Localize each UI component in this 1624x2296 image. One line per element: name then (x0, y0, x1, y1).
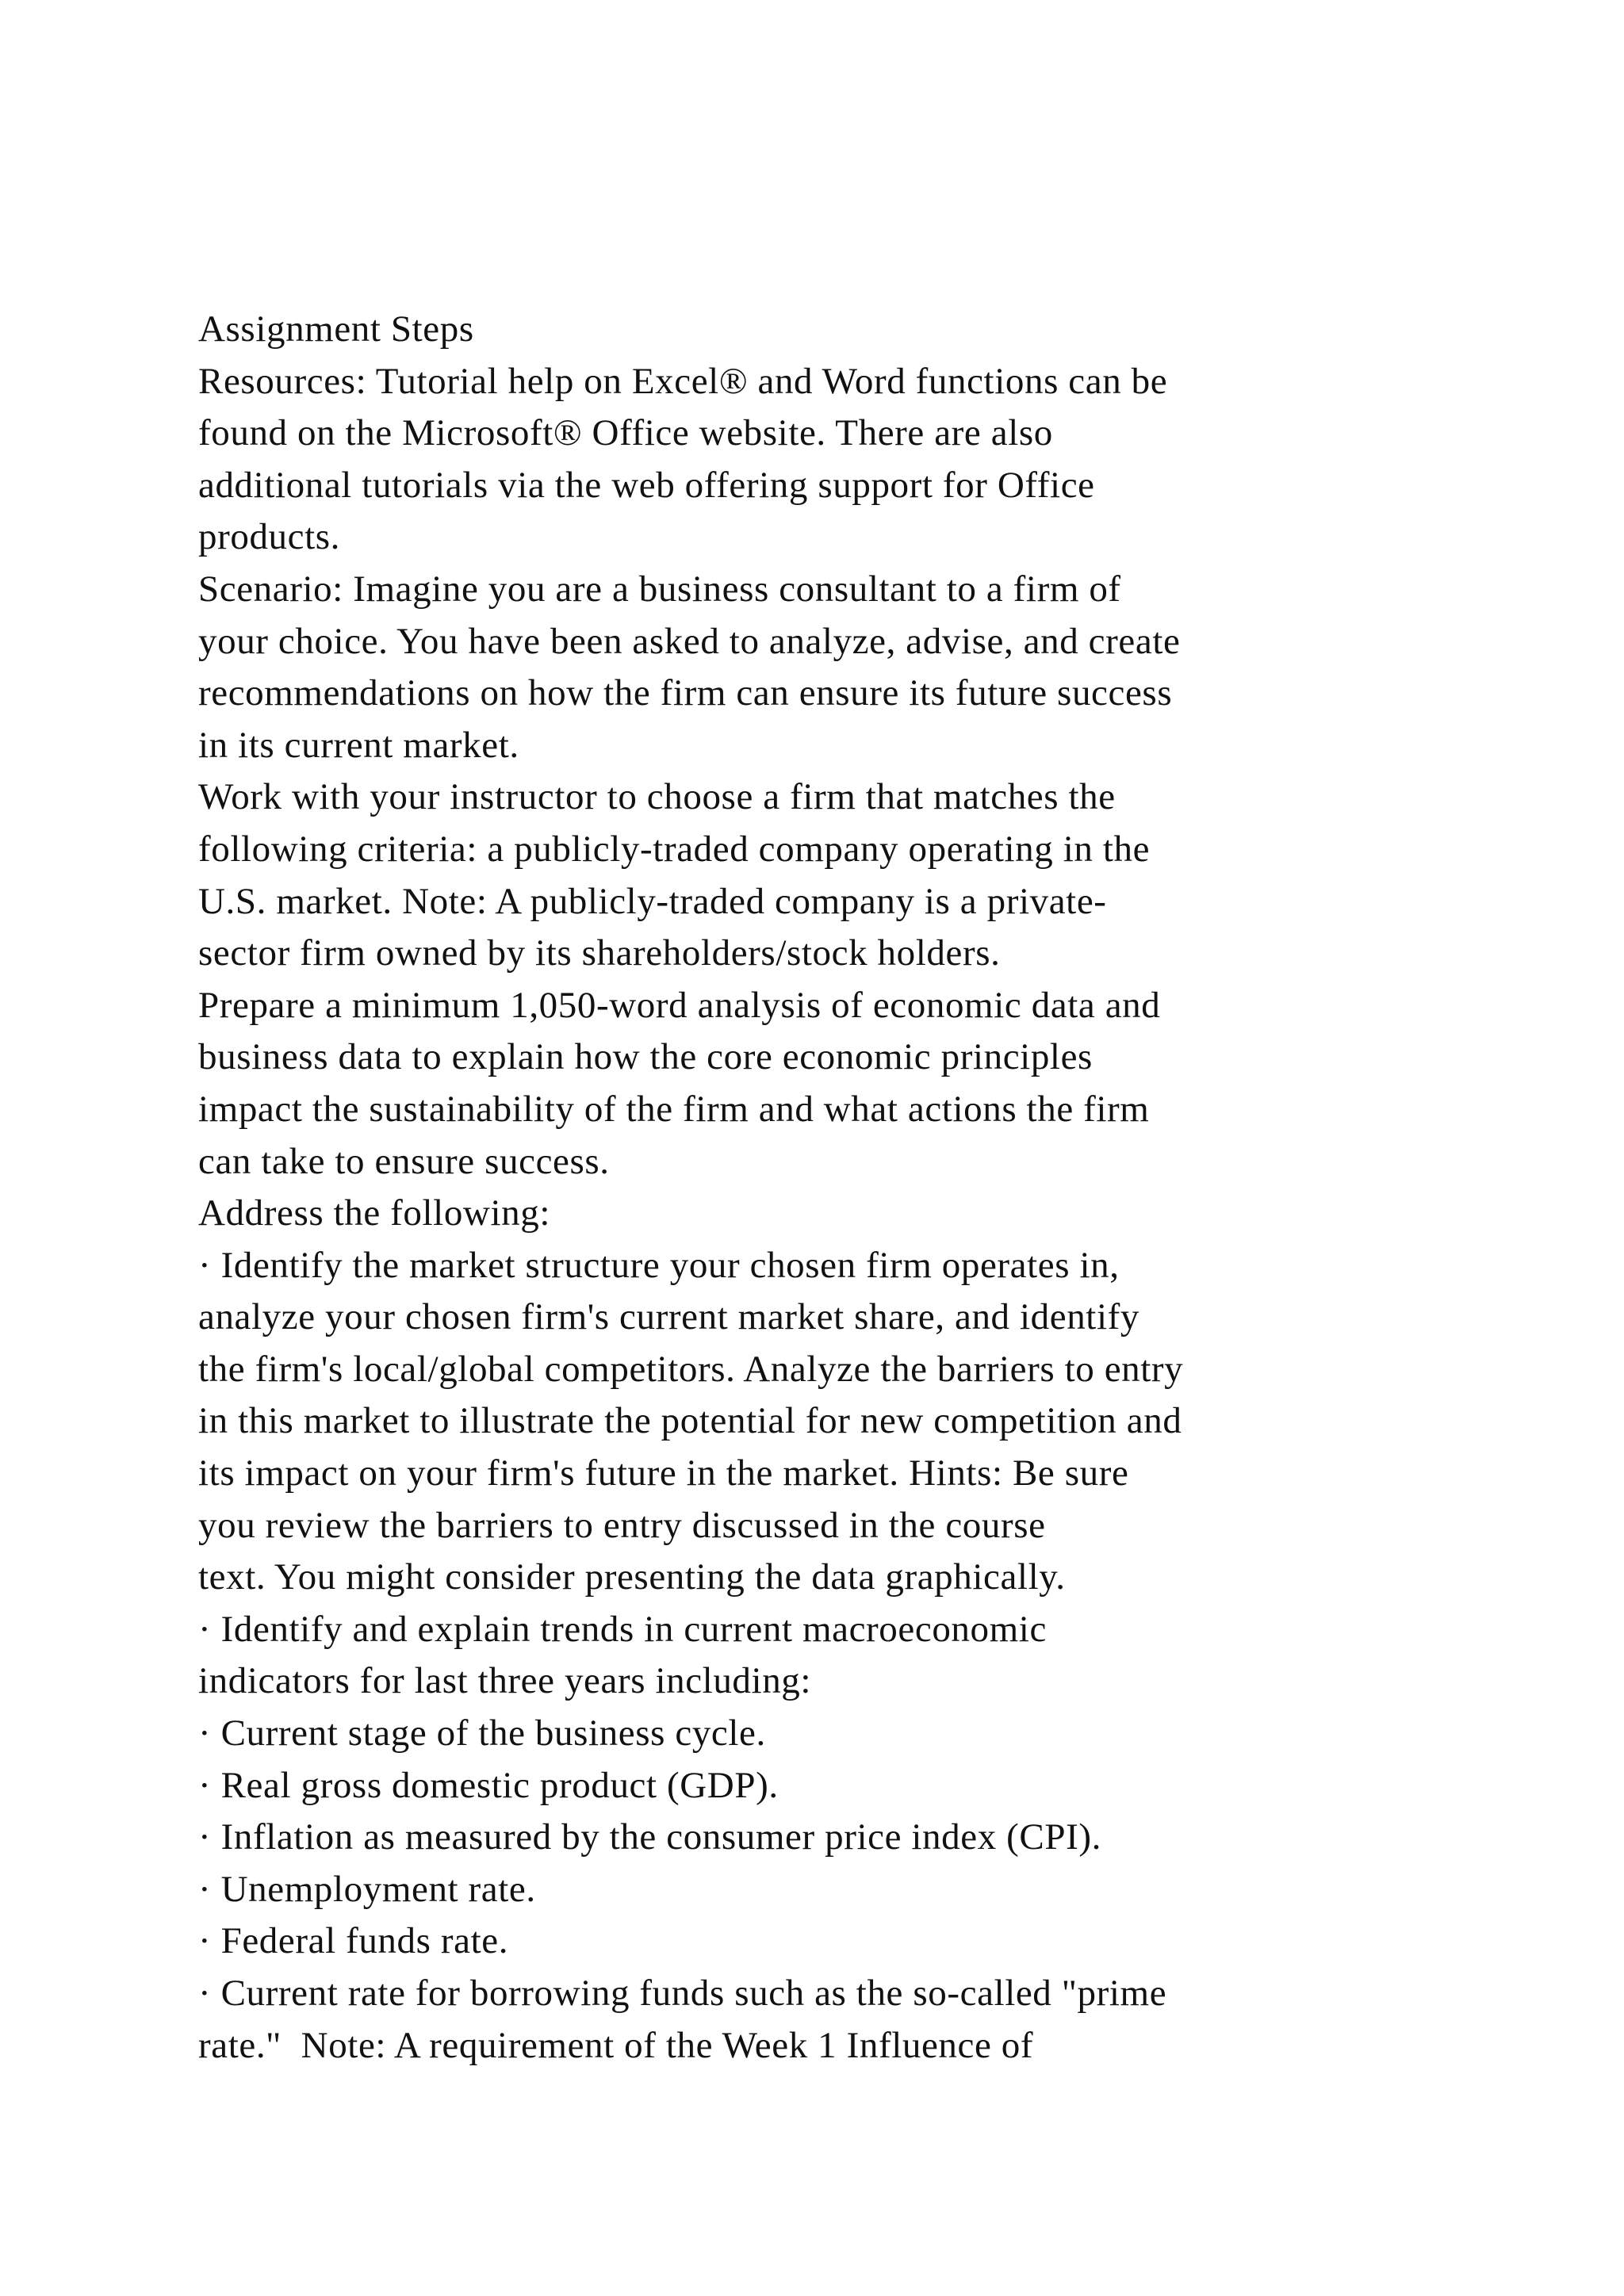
document-body (198, 304, 1546, 2072)
text-line: · Inflation as measured by the consumer price index (CPI). (198, 1816, 1101, 1858)
text-line: products. (198, 516, 341, 558)
text-line: rate." Note: A requirement of the Week 1 Influence of (198, 2024, 1034, 2066)
text-line: · Identify and explain trends in current macroeconomic (198, 1608, 1047, 1650)
text-line: business data to explain how the core economic principles (198, 1036, 1093, 1078)
text-line: Address the following: (198, 1192, 550, 1234)
text-line: Prepare a minimum 1,050-word analysis of economic data and (198, 984, 1161, 1026)
text-line: the firm's local/global competitors. Analyze the barriers to entry (198, 1348, 1184, 1390)
document-heading: Assignment Steps (198, 308, 474, 350)
text-line: · Real gross domestic product (GDP). (198, 1764, 779, 1806)
text-line: in this market to illustrate the potential for new competition and (198, 1400, 1182, 1442)
text-line: your choice. You have been asked to analyze, advise, and create (198, 620, 1181, 662)
text-line: following criteria: a publicly-traded company operating in the (198, 828, 1151, 870)
text-line: recommendations on how the firm can ensure its future success (198, 672, 1173, 714)
text-line: sector firm owned by its shareholders/stock holders. (198, 932, 1001, 974)
text-line: additional tutorials via the web offering support for Office (198, 464, 1095, 506)
text-line: · Current stage of the business cycle. (198, 1712, 766, 1755)
text-line: can take to ensure success. (198, 1140, 610, 1182)
text-line: Resources: Tutorial help on Excel® and Word functions can be (198, 360, 1168, 402)
text-line: U.S. market. Note: A publicly-traded company is a private- (198, 880, 1107, 922)
text-line: · Identify the market structure your chosen firm operates in, (198, 1244, 1120, 1286)
text-line: in its current market. (198, 724, 519, 766)
text-line: text. You might consider presenting the data graphically. (198, 1556, 1066, 1598)
text-line: · Current rate for borrowing funds such as the so-called "prime (198, 1973, 1167, 2014)
text-line: · Unemployment rate. (198, 1868, 536, 1910)
text-line: analyze your chosen firm's current market share, and identify (198, 1296, 1139, 1338)
text-line: indicators for last three years including: (198, 1660, 812, 1702)
text-line: Scenario: Imagine you are a business consultant to a firm of (198, 568, 1121, 610)
text-line: · Federal funds rate. (198, 1920, 509, 1962)
text-line: you review the barriers to entry discussed in the course (198, 1504, 1046, 1546)
text-line: Work with your instructor to choose a firm that matches the (198, 776, 1116, 818)
text-line: impact the sustainability of the firm and what actions the firm (198, 1088, 1150, 1130)
text-line: its impact on your firm's future in the market. Hints: Be sure (198, 1452, 1129, 1494)
text-line: found on the Microsoft® Office website. There are also (198, 412, 1053, 454)
